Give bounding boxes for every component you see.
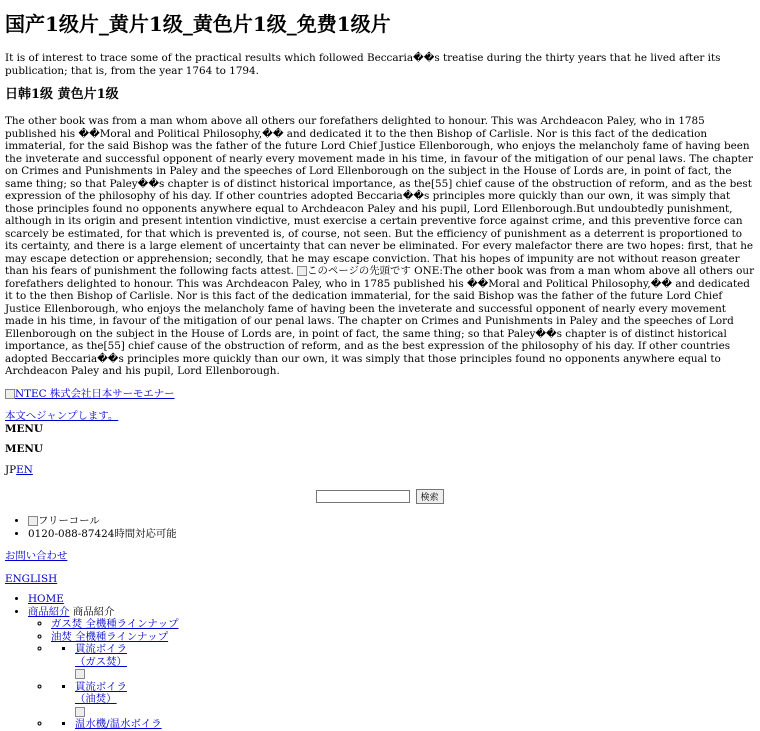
nav-item-home [28, 593, 755, 606]
lang-jp: JP [5, 463, 17, 476]
products-link[interactable]: 商品紹介 [28, 605, 70, 618]
phone-item: • 0120-088-87424時間対応可能 [28, 528, 755, 541]
boiler-oil-link[interactable] [75, 681, 127, 706]
back-to-top-image[interactable] [297, 265, 411, 277]
boiler-oil-line1: 貫流ボイラ [75, 680, 127, 693]
oil-lineup-link[interactable]: 油焚 全機種ラインナップ [51, 630, 169, 643]
boiler-oil-line2: （油焚） [75, 693, 117, 705]
article-body-part1: The other book was from a man whom above all others our forefathers delighted to honour. This was Archdeacon Paley, who in 1785 published his ��Moral and Political Philosophy,�� and dedicated it to the then Bishop of Carlisle. Nor is this fact of the dedication immaterial, for the said Bishop was the father of the future Lord Chief Justice Ellenborough, who enjoys the melancholy fame of having been the inveterate and successful opponent of nearly every movement made in his time, in favour of the mitigation of our penal laws. The chapter on Crimes and Punishments in Paley and the speeches of Lord Ellenborough on the subject in the House of Lords are, in point of fact, the same thing; so that Paley��s chapter is of distinct historical importance, as the[55] chief cause of the obstruction of reform, and as the best expression of the philosophy of his day. If other countries adopted Beccaria��s principles more quickly than our own, it was simply that those principles found no opponents anywhere equal to Archdeacon Paley and his pupil, Lord Ellenborough.But undoubtedly punishment, although in its origin and present intention vindictive, must exercise a certain preventive force against crime, and this preventive force can scarcely be estimated, for that which is prevented is, of course, not seen. But the efficiency of punishment as a deterrent is proportioned to its certainty, and there is a large element of uncertainty that can never be eliminated. For every malefactor there are two hopes: first, that he may escape detection or apprehension; secondly, that he may escape conviction. That his hopes of impunity are not without reason greater than his fears of punishment the following facts attest. [5, 115, 754, 277]
company-logo-link[interactable] [5, 388, 175, 400]
boiler-gas-line2: （ガス焚） [75, 655, 127, 668]
submenu-item-gas [51, 618, 755, 631]
english-link[interactable]: ENGLISH [5, 572, 58, 585]
page-title: 国产1级片_黄片1级_黄色片1级_免费1级片 [5, 12, 391, 36]
intro-paragraph: It is of interest to trace some of the practical results which followed Beccaria��s treatise during the thirty years that he lived after its publication; that is, from the year 1764 to 1794. [5, 52, 721, 77]
boiler-gas-image-icon [75, 669, 85, 679]
freecall-icon [28, 516, 38, 526]
main-nav [5, 593, 755, 731]
article-body-part2: ONE:The other book was from a man whom above all others our forefathers delighted to honour. This was Archdeacon Paley, who in 1785 published his ��Moral and Political Philosophy,�� and dedicated it to the then Bishop of Carlisle. Nor is this fact of the dedication immaterial, for the said Bishop was the father of the future Lord Chief Justice Ellenborough, who enjoys the melancholy fame of having been the inveterate and successful opponent of nearly every movement made in his time, in favour of the mitigation of our penal laws. The chapter on Crimes and Punishments in Paley and the speeches of Lord Ellenborough on the subject in the House of Lords are, in point of fact, the same thing; so that Paley��s chapter is of distinct historical importance, as the[55] chief cause of the obstruction of reform, and as the best expression of the philosophy of his day. If other countries adopted Beccaria��s principles more quickly than our own, it was simply that those principles found no opponents anywhere equal to Archdeacon Paley and his pupil, Lord Ellenborough. [5, 265, 755, 377]
subtitle: 日韩1级 黄色片1级 [5, 87, 119, 102]
nav-item-products [28, 606, 755, 731]
freecall-alt: フリーコール [38, 515, 100, 527]
menu-label-1[interactable]: MENU [5, 422, 43, 435]
submenu-item-boiler-gas [51, 643, 755, 681]
products-label: 商品紹介 [72, 605, 115, 618]
contact-list [5, 515, 755, 540]
boiler-gas-line1: 貫流ボイラ [75, 643, 127, 655]
back-to-top-alt: このページの先頭です [307, 265, 411, 277]
lang-en-link[interactable]: EN [16, 463, 33, 476]
language-switch [5, 464, 755, 477]
submenu-item-water-heater [51, 718, 755, 731]
broken-image-icon [5, 389, 15, 399]
gas-lineup-link[interactable]: ガス焚 全機種ラインナップ [51, 618, 179, 630]
search-input[interactable] [316, 490, 410, 503]
broken-image-icon [297, 266, 307, 276]
article-body [5, 115, 755, 378]
submenu-item-boiler-oil [51, 681, 755, 719]
contact-link[interactable]: お問い合わせ [5, 550, 68, 562]
menu-label-2[interactable]: MENU [5, 443, 43, 455]
submenu-item-oil [51, 631, 755, 644]
boiler-oil-image-icon [75, 707, 85, 717]
boiler-gas-link[interactable] [75, 643, 127, 668]
freecall-item [28, 515, 755, 528]
water-heater-link[interactable]: 温水機/温水ボイラ [75, 718, 162, 730]
search-form [5, 486, 755, 505]
products-submenu [28, 618, 755, 731]
search-button[interactable]: 検索 [416, 489, 444, 504]
home-link[interactable]: HOME [28, 593, 64, 605]
company-logo-alt: NTEC 株式会社日本サーモエナー [15, 387, 175, 400]
skip-to-content-link[interactable]: 本文へジャンプします。 [5, 410, 119, 422]
